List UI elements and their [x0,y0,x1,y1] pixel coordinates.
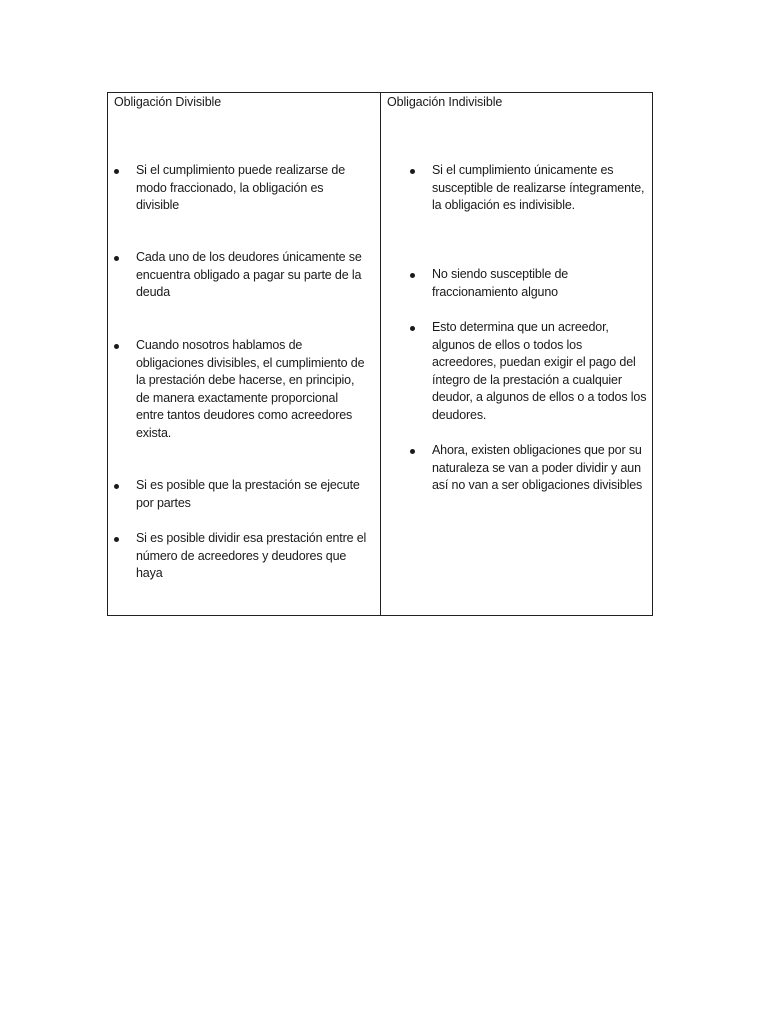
list-item: Cada uno de los deudores únicamente se encuentra obligado a pagar su parte de la deuda [136,249,368,302]
list-item: Si el cumplimiento puede realizarse de modo fraccionado, la obligación es divisible [136,162,368,215]
column-indivisible [381,93,652,615]
comparison-table [107,92,653,616]
list-item: Esto determina que un acreedor, algunos de ellos o todos los acreedores, puedan exigir el pago del íntegro de la prestación a cualquier deudor, a algunos de ellos o a todos los deudores. [432,319,647,424]
list-item: Ahora, existen obligaciones que por su naturaleza se van a poder dividir y aun así no van a ser obligaciones divisibles [432,442,647,495]
list-item: Si es posible que la prestación se ejecute por partes [136,477,368,512]
column-divisible [108,93,381,615]
column-header-indivisible: Obligación Indivisible [387,95,503,109]
list-item: No siendo susceptible de fraccionamiento alguno [432,266,647,301]
column-header-divisible: Obligación Divisible [114,95,222,109]
list-item: Si es posible dividir esa prestación entre el número de acreedores y deudores que haya [136,530,368,583]
list-item: Si el cumplimiento únicamente es susceptible de realizarse íntegramente, la obligación es indivisible. [432,162,647,215]
list-item: Cuando nosotros hablamos de obligaciones divisibles, el cumplimiento de la prestación debe hacerse, en principio, de manera exactamente proporcional entre tantos deudores como acreedores exista. [136,337,368,442]
